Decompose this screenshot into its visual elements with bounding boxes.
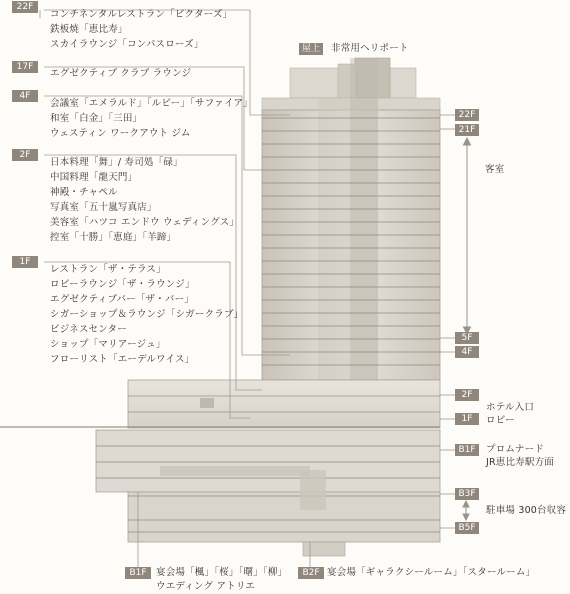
floor-4f-item: ウェスティン ワークアウト ジム [50, 128, 191, 139]
floor-2f-item: 写真室「五十嵐写真店」 [50, 202, 157, 213]
b2f-banquet-label: 宴会場「ギャラクシールーム」「スタールーム」 [327, 567, 536, 578]
floor-badge-22f: 22F [12, 1, 38, 13]
floor-1f-item: フローリスト「エーデルワイス」 [50, 354, 195, 365]
floor-22f-item: 鉄板焼「恵比寿」 [50, 24, 128, 35]
floor-2f-item: 美容室「ハツコ エンドウ ウェディングス」 [50, 217, 240, 228]
floor-badge-22f-right: 22F [455, 109, 479, 121]
floor-4f-item: 和室「白金」「三田」 [50, 113, 143, 124]
guest-rooms-bracket [464, 138, 471, 334]
floor-badge-b2f-bottom: B2F [298, 567, 324, 579]
floor-1f-item: ショップ「マリアージュ」 [50, 339, 166, 350]
b1f-atelier-label: ウエディング アトリエ [156, 581, 256, 592]
jr-direction-label: JR恵比寿駅方面 [486, 457, 555, 468]
floor-badge-2f: 2F [12, 149, 38, 161]
floor-1f-item: レストラン「ザ・テラス」 [50, 264, 166, 275]
floor-badge-b1f-bottom: B1F [125, 567, 151, 579]
floor-22f-item: コンチネンタルレストラン「ビクターズ」 [50, 9, 233, 20]
floor-badge-4f: 4F [12, 90, 38, 102]
floor-2f-item: 控室「十勝」「恵庭」「羊蹄」 [50, 232, 177, 243]
floor-1f-item: ビジネスセンター [50, 324, 127, 335]
floor-badge-21f-right: 21F [455, 124, 479, 136]
basement [96, 430, 440, 556]
floor-1f-item: エグゼクティブバー「ザ・バー」 [50, 294, 194, 305]
floor-1f-item: シガーショップ＆ラウンジ「シガークラブ」 [50, 309, 244, 320]
tower [262, 58, 440, 408]
floor-22f-item: スカイラウンジ「コンパスローズ」 [50, 39, 204, 50]
podium [128, 380, 440, 428]
guest-rooms-label: 客室 [485, 164, 505, 175]
floor-17f-item: エグゼクティブ クラブ ラウンジ [50, 68, 192, 79]
rooftop-label: 非常用ヘリポート [331, 43, 409, 54]
parking-label: 駐車場 300台収容 [486, 505, 567, 516]
parking-bracket [463, 501, 469, 520]
floor-4f-item: 会議室「エメラルド」「ルビー」「サファイア」 [50, 98, 253, 109]
floor-2f-item: 中国料理「龍天門」 [50, 172, 138, 183]
floor-badge-b3f-right: B3F [455, 488, 479, 500]
floor-badge-b5f-right: B5F [455, 522, 479, 534]
floor-badge-1f: 1F [12, 256, 38, 268]
floor-badge-17f: 17F [12, 61, 38, 73]
lobby-label: ロビー [486, 415, 515, 426]
floor-badge-5f-right: 5F [455, 332, 479, 344]
floor-1f-item: ロビーラウンジ「ザ・ラウンジ」 [50, 279, 195, 290]
floor-badge-4f-right: 4F [455, 346, 479, 358]
floor-2f-item: 神殿・チャペル [50, 187, 118, 198]
b1f-banquet-label: 宴会場「楓」「桜」「曙」「柳」 [156, 567, 288, 578]
floor-2f-item: 日本料理「舞」/ 寿司処「碌」 [50, 157, 183, 168]
hotel-entrance-label: ホテル入口 [486, 402, 535, 413]
floor-badge-b1f-right: B1F [455, 444, 479, 456]
promenade-label: プロムナード [486, 444, 545, 455]
rooftop-badge: 屋上 [299, 43, 323, 55]
floor-badge-2f-right: 2F [455, 389, 479, 401]
floor-badge-1f-right: 1F [455, 413, 479, 425]
